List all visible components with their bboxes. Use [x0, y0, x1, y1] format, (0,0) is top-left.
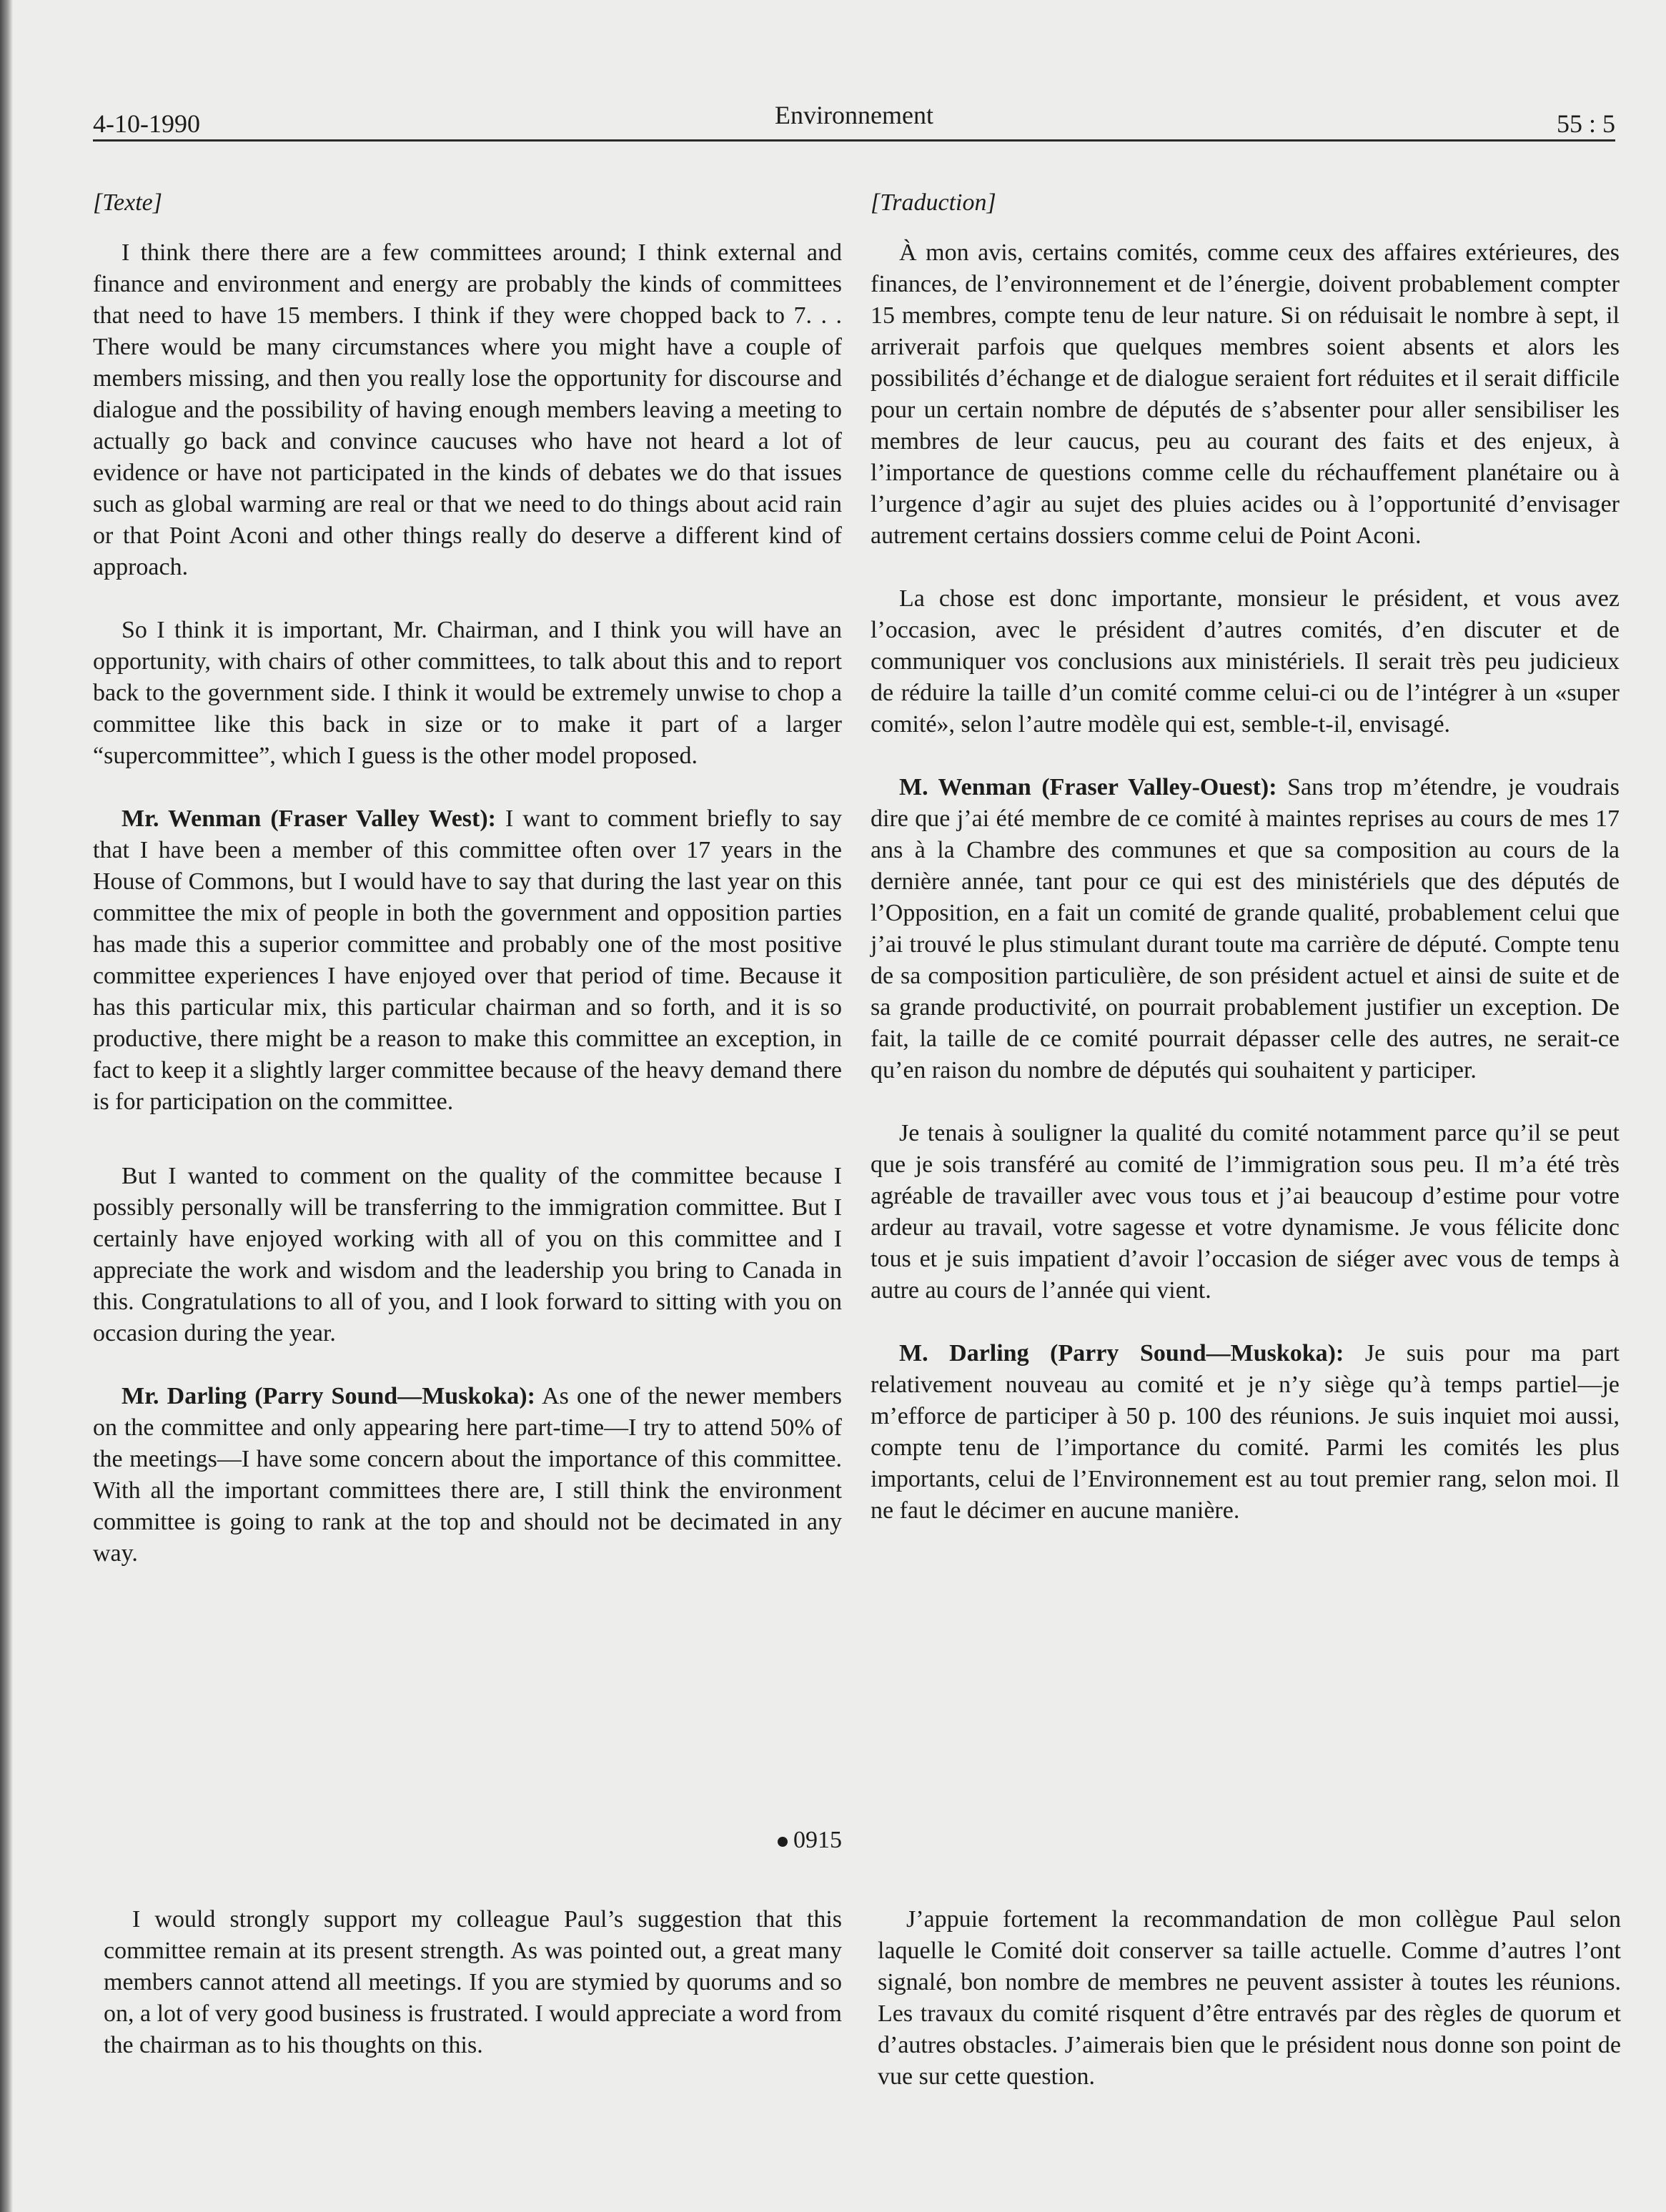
english-column	[93, 187, 842, 1601]
speaker-name: M. Wenman (Fraser Valley-Ouest):	[899, 774, 1277, 800]
french-column	[871, 187, 1620, 1558]
english-closing	[104, 1904, 842, 2093]
page-edge-shadow	[0, 0, 13, 2212]
paragraph: But I wanted to comment on the quality of the committee because I possibly personally will be transferring to the immigration committee. But I certainly have enjoyed working with all of you on this committee and I appreciate the work and wisdom and the leadership you bring to Canada in this. Congratulations to all of you, and I look forward to sitting with you on occasion during the year.	[93, 1163, 842, 1346]
header-page-number: 55 : 5	[1556, 109, 1615, 138]
page-header	[93, 100, 1615, 143]
header-date: 4-10-1990	[93, 109, 200, 138]
header-title: Environnement	[775, 101, 933, 129]
paragraph: I would strongly support my colleague Paul’s suggestion that this committee remain at its present strength. As was pointed out, a great many members cannot attend all meetings. If you are stymied by quorums and so on, a lot of very good business is frustrated. I would appreciate a word from the chairman as to his thoughts on this.	[104, 1906, 842, 2058]
speech-paragraph	[871, 772, 1620, 1086]
speech-paragraph	[871, 1338, 1620, 1527]
speech-paragraph	[93, 1381, 842, 1569]
speech-text: Sans trop m’étendre, je voudrais dire que j’ai été membre de ce comité à maintes reprises au cours de mes 17 ans à la Chambre des communes et que sa composition au cours de la dernière année, tant pour ce qui est des ministériels que des députés de l’Opposition, en a fait un comité de grande qualité, probablement celui que j’ai trouvé le plus stimulant durant toute ma carrière de député. Compte tenu de sa composition particulière, de son président actuel et ainsi de suite et de sa grande productivité, on pourrait probablement justifier un exception. De fait, la taille de ce comité pourrait dépasser celle des autres, ne serait-ce qu’en raison du nombre de députés qui souhaitent y participer.	[871, 774, 1620, 1083]
speech-paragraph	[93, 803, 842, 1118]
speaker-name: M. Darling (Parry Sound—Muskoka):	[899, 1340, 1344, 1367]
paragraph: J’appuie fortement la recommandation de mon collègue Paul selon laquelle le Comité doit conserver sa taille actuelle. Comme d’autres l’ont signalé, bon nombre de membres ne peuvent assister à toutes les réunions. Les travaux du comité risquent d’être entravés par des règles de quorum et d’autres obstacles. J’aimerais bien que le président nous donne son point de vue sur cette question.	[878, 1906, 1621, 2090]
speech-text: As one of the newer members on the committee and only appearing here part-time—I try to attend 50% of the meetings—I have some concern about the importance of this committee. With all the important committees there are, I still think the environment committee is going to rank at the top and should not be decimated in any way.	[93, 1383, 842, 1567]
paragraph: La chose est donc importante, monsieur le président, et vous avez l’occasion, avec le président d’autres comités, d’en discuter et de communiquer vos conclusions aux ministériels. Il serait très peu judicieux de réduire la taille d’un comité comme celui-ci ou de l’intégrer à un «super comité», selon l’autre modèle qui est, semble-t-il, envisagé.	[871, 585, 1620, 738]
speaker-name: Mr. Wenman (Fraser Valley West):	[122, 805, 497, 832]
time-marker	[93, 1827, 842, 1858]
column-label: [Texte]	[93, 189, 162, 216]
time-marker-text: 0915	[793, 1827, 842, 1853]
column-label: [Traduction]	[871, 189, 996, 216]
speaker-name: Mr. Darling (Parry Sound—Muskoka):	[122, 1383, 535, 1409]
paragraph: Je tenais à souligner la qualité du comité notamment parce qu’il se peut que je sois transféré au comité de l’immigration sous peu. Il m’a été très agréable de travailler avec vous tous et j’ai beaucoup d’estime pour votre ardeur au travail, votre sagesse et votre dynamisme. Je vous félicite donc tous et je suis impatient d’avoir l’occasion de siéger avec vous de temps à autre au cours de l’année qui vient.	[871, 1120, 1620, 1304]
header-rule	[93, 139, 1615, 142]
paragraph: À mon avis, certains comités, comme ceux des affaires extérieures, des finances, de l’environnement et de l’énergie, doivent probablement compter 15 membres, compte tenu de leur nature. Si on réduisait le nombre à sept, il arriverait parfois que quelques membres soient absents et alors les possibilités d’échange et de dialogue seraient fort réduites et il serait difficile pour un certain nombre de députés de s’absenter pour aller sensibiliser les membres de leur caucus, peu au courant des faits et des enjeux, à l’importance de questions comme celle du réchauffement planétaire ou à l’urgence d’agir au sujet des pluies acides ou à l’opportunité d’envisager autrement certains dossiers comme celui de Point Aconi.	[871, 239, 1620, 549]
french-closing	[878, 1904, 1621, 2124]
speech-text: Je suis pour ma part relativement nouveau au comité et je n’y siège qu’à temps partiel—je m’efforce de participer à 50 p. 100 des réunions. Je suis inquiet moi aussi, compte tenu de l’importance du comité. Parmi les comités les plus importants, celui de l’Environnement est au tout premier rang, selon moi. Il ne faut le décimer en aucune manière.	[871, 1340, 1620, 1524]
bullet-icon	[778, 1837, 788, 1847]
speech-text: I want to comment briefly to say that I have been a member of this committee often over 17 years in the House of Commons, but I would have to say that during the last year on this committee the mix of people in both the government and opposition parties has made this a superior committee and probably one of the most positive committee experiences I have enjoyed over that period of time. Because it has this particular mix, this particular chairman and so forth, and it is so productive, there might be a reason to make this committee an exception, in fact to keep it a slightly larger committee because of the heavy demand there is for participation on the committee.	[93, 805, 843, 1115]
paragraph: So I think it is important, Mr. Chairman, and I think you will have an opportunity, with chairs of other committees, to talk about this and to report back to the government side. I think it would be extremely unwise to chop a committee like this back in size or to make it part of a larger “supercommittee”, which I guess is the other model proposed.	[93, 617, 842, 769]
paragraph: I think there there are a few committees around; I think external and finance and environment and energy are probably the kinds of committees that need to have 15 members. I think if they were chopped back to 7. . . There would be many circumstances where you might have a couple of members missing, and then you really lose the opportunity for discourse and dialogue and the possibility of having enough members leaving a meeting to actually go back and convince caucuses who have not heard a lot of evidence or have not participated in the kinds of debates we do that issues such as global warming are real or that we need to do things about acid rain or that Point Aconi and other things really do deserve a different kind of approach.	[93, 239, 842, 580]
